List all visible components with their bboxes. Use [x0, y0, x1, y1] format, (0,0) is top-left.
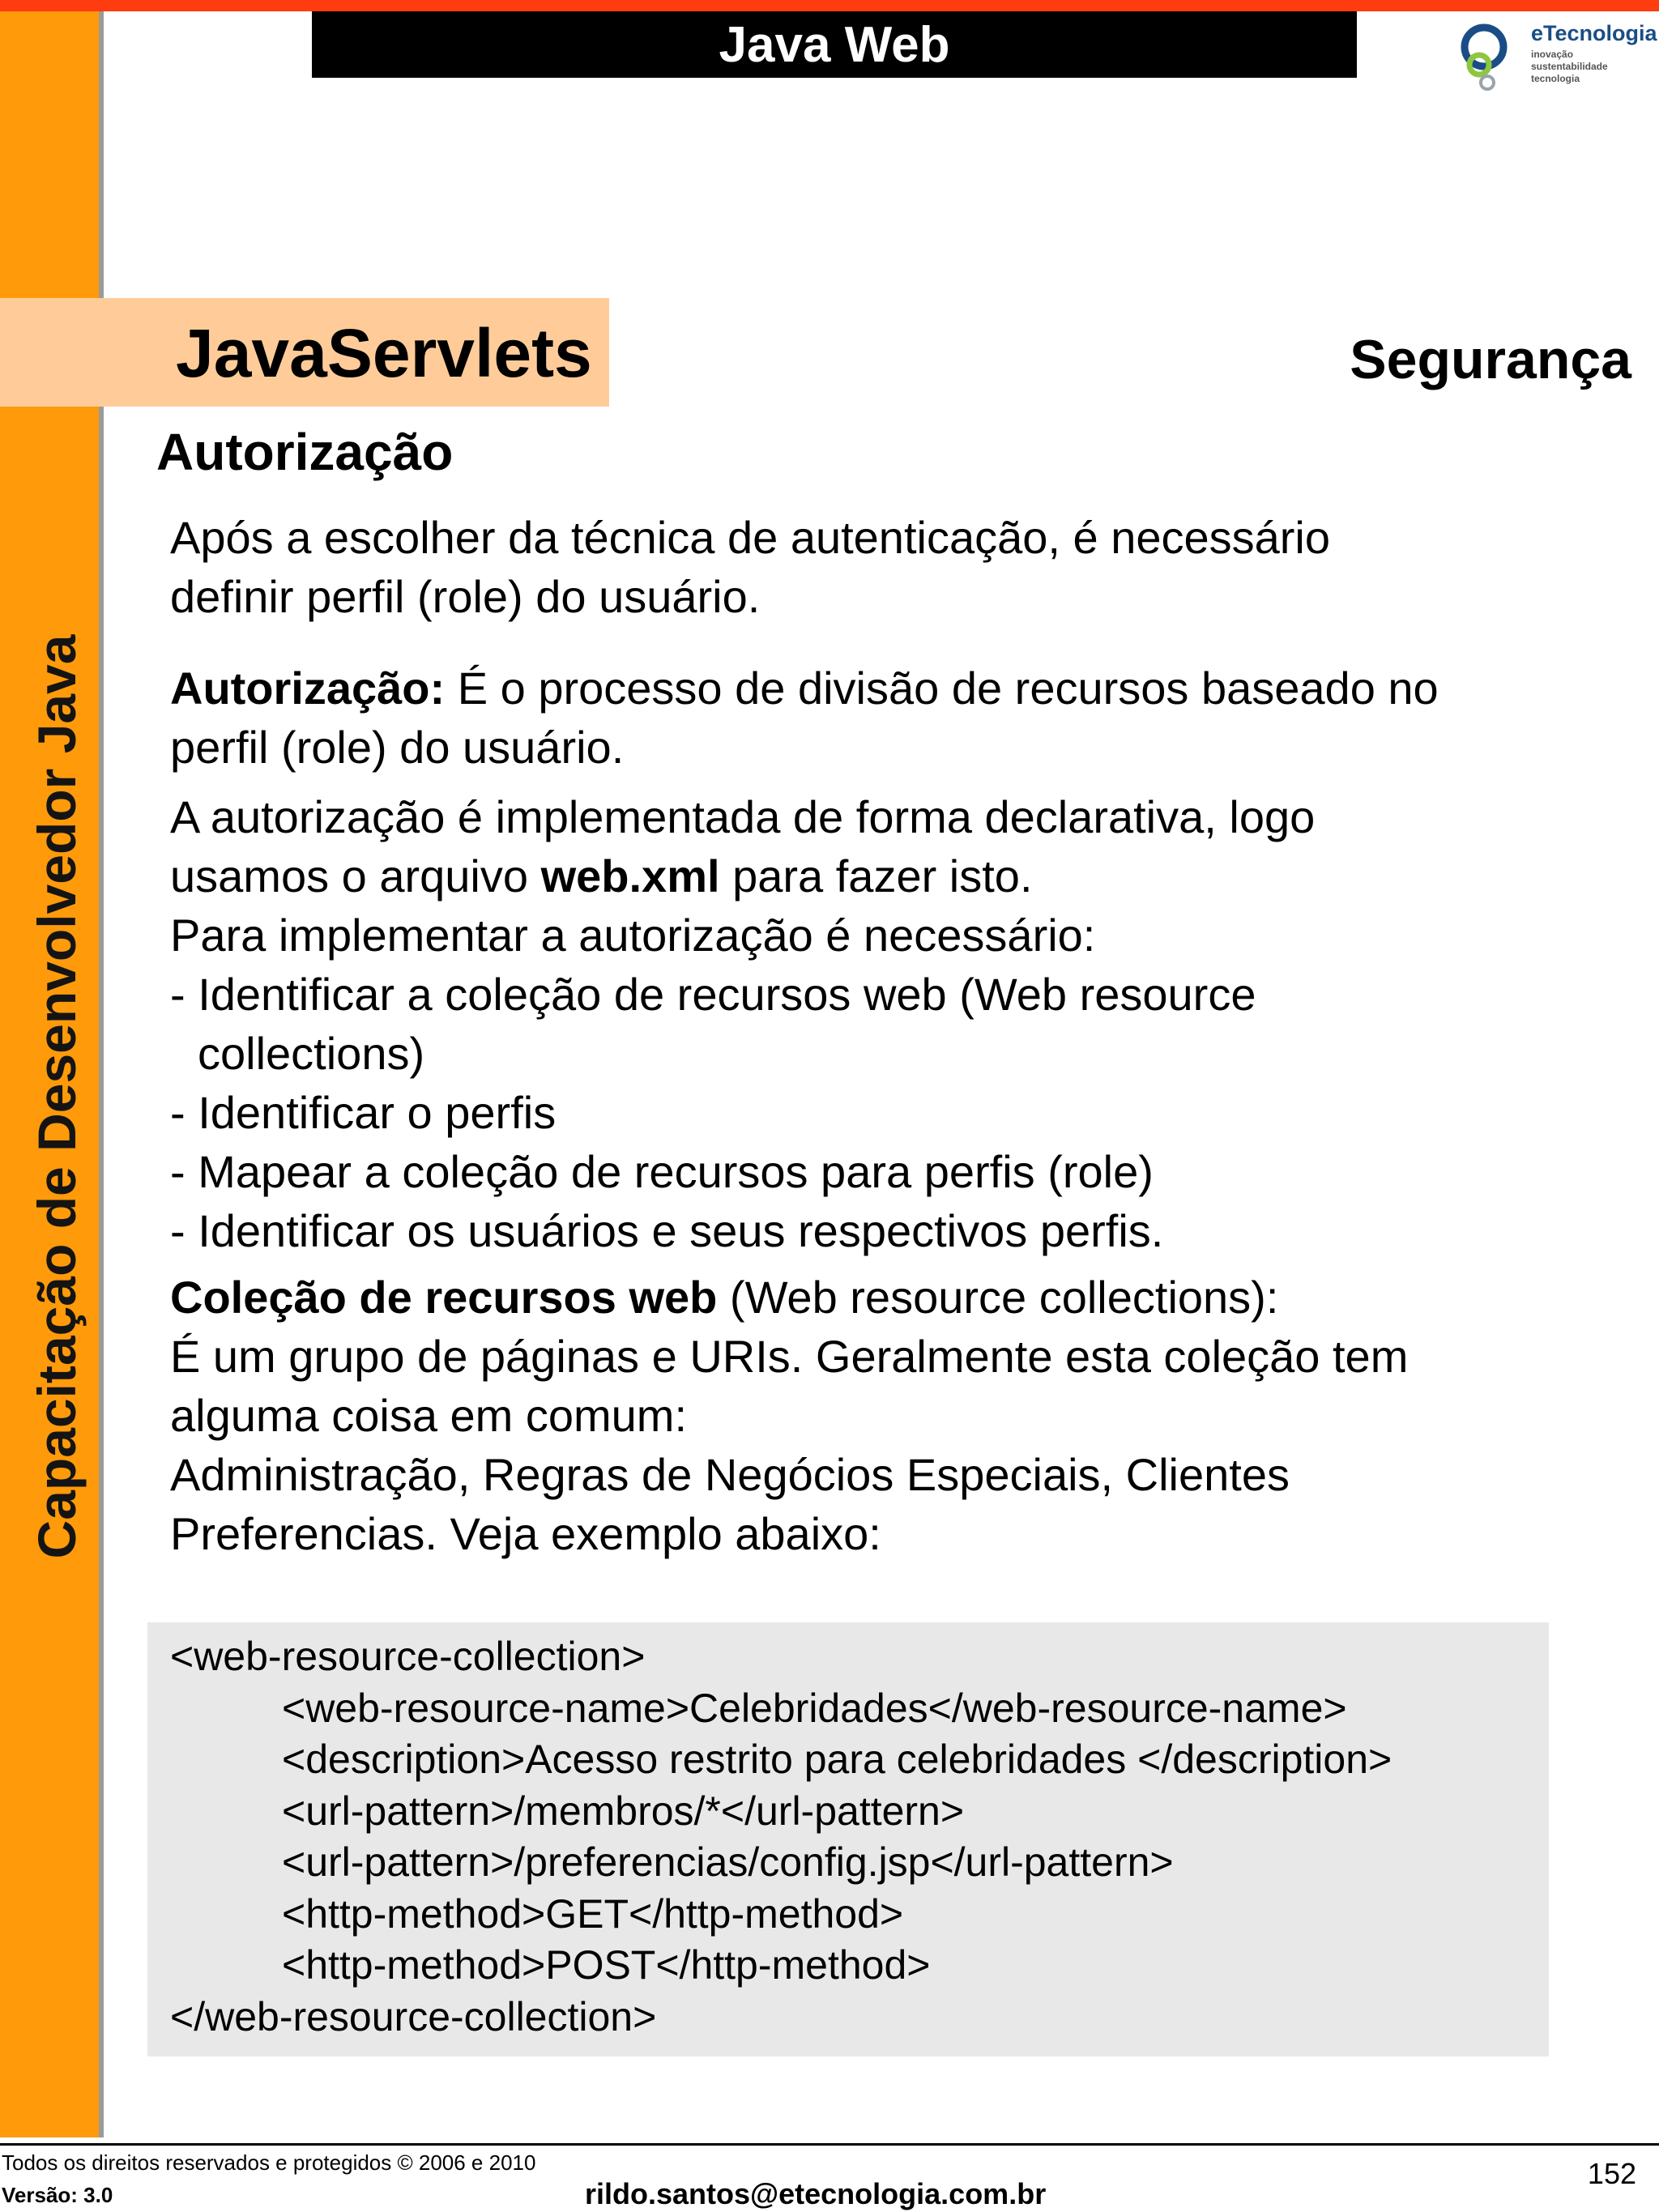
code-line: <web-resource-name>Celebridades</web-resource-name> — [282, 1685, 1347, 1731]
list-item: - Identificar a coleção de recursos web (Web resource — [170, 969, 1256, 1020]
logo-tagline: inovação sustentabilidade tecnologia — [1531, 49, 1608, 84]
code-example — [147, 1622, 1549, 2056]
list-item: - Identificar os usuários e seus respectivos perfis. — [170, 1205, 1164, 1256]
list-item-continuation: collections) — [198, 1028, 425, 1079]
slide-title: JavaServlets — [176, 315, 592, 391]
definition-term: Autorização: — [170, 663, 446, 714]
logo-name: eTecnologia — [1531, 21, 1657, 45]
top-accent-stripe — [0, 0, 1659, 11]
sidebar-title: Capacitação de Desenvolvedor Java — [27, 634, 87, 1559]
code-line: <web-resource-collection> — [170, 1634, 646, 1679]
code-line: </web-resource-collection> — [170, 1993, 657, 2039]
intro-paragraph: Após a escolher da técnica de autenticação, é necessário definir perfil (role) do usuário. — [170, 512, 1331, 622]
code-line: <http-method>GET</http-method> — [282, 1890, 904, 1937]
header-title: Java Web — [719, 16, 950, 73]
etecnologia-logo-icon — [1450, 16, 1531, 97]
etecnologia-logo — [1450, 16, 1657, 97]
list-item: - Identificar o perfis — [170, 1087, 557, 1138]
declarative-paragraph: A autorização é implementada de forma declarativa, logo usamos o arquivo web.xml para fazer isto. Para implementar a autorização é necessário: - Identificar a coleção de recursos web (Web resource collections) - Identificar o perfis - Mapear a coleção de recursos para perfis (role) - Identificar os usuários e seus respectivos perfis. — [170, 787, 1563, 1260]
section-heading: Autorização — [156, 423, 454, 481]
collection-term: Coleção de recursos web — [170, 1272, 718, 1323]
code-line: <http-method>POST</http-method> — [282, 1942, 931, 1988]
header-bar — [312, 11, 1357, 78]
definition-paragraph: Autorização: É o processo de divisão de recursos baseado no perfil (role) do usuário. — [170, 663, 1439, 773]
code-line: <url-pattern>/membros/*</url-pattern> — [282, 1788, 965, 1834]
footer-email: rildo.santos@etecnologia.com.br — [585, 2177, 1047, 2210]
web-xml-term: web.xml — [540, 850, 720, 901]
collection-paragraph: Coleção de recursos web (Web resource collections): É um grupo de páginas e URIs. Geralmente esta coleção tem alguma coisa em comum: Administração, Regras de Negócios Especiais, Clientes Preferencias. Veja exemplo abaixo: — [170, 1272, 1409, 1559]
footer-version: Versão: 3.0 — [2, 2183, 113, 2207]
footer-divider — [0, 2143, 1659, 2146]
code-line: <url-pattern>/preferencias/config.jsp</url-pattern> — [282, 1839, 1174, 1885]
slide-subtitle: Segurança — [1350, 329, 1631, 390]
list-item: - Mapear a coleção de recursos para perfis (role) — [170, 1146, 1154, 1197]
code-line: <description>Acesso restrito para celebridades </description> — [282, 1737, 1392, 1782]
footer-copyright: Todos os direitos reservados e protegidos © 2006 e 2010 — [2, 2150, 536, 2175]
page-number: 152 — [1587, 2157, 1636, 2190]
